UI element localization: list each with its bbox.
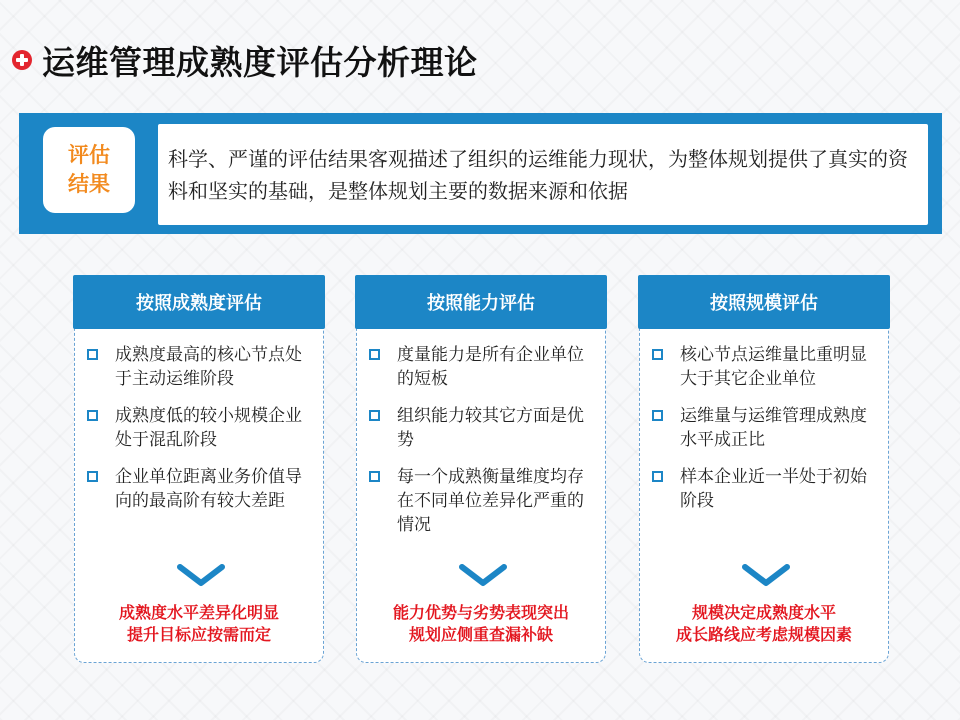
summary-label-box xyxy=(43,127,135,213)
card-header-text: 按照能力评估 xyxy=(427,293,535,314)
conclusion-line: 成长路线应考虑规模因素 xyxy=(675,625,852,644)
conclusion-line: 成熟度水平差异化明显 xyxy=(118,603,279,622)
chevron-down-icon xyxy=(459,564,507,588)
card-conclusion xyxy=(357,602,605,646)
summary-description-box xyxy=(158,124,928,225)
square-bullet-icon xyxy=(369,349,380,360)
square-bullet-icon xyxy=(652,410,663,421)
square-bullet-icon xyxy=(652,471,663,482)
bullet-text: 每一个成熟衡量维度均存在不同单位差异化严重的情况 xyxy=(397,467,584,535)
card-maturity xyxy=(74,276,324,663)
bullet-text: 运维量与运维管理成熟度水平成正比 xyxy=(680,406,867,450)
bullet-text: 样本企业近一半处于初始阶段 xyxy=(680,467,867,511)
conclusion-line: 规划应侧重查漏补缺 xyxy=(408,625,553,644)
summary-label-line: 评估 xyxy=(68,143,110,167)
bullet-item xyxy=(87,343,311,391)
chevron-down-icon xyxy=(177,564,225,588)
bullet-item xyxy=(652,343,876,391)
square-bullet-icon xyxy=(87,410,98,421)
card-header xyxy=(638,275,890,329)
conclusion-line: 规模决定成熟度水平 xyxy=(691,603,836,622)
card-header-text: 按照成熟度评估 xyxy=(136,293,262,314)
bullet-item xyxy=(369,343,593,391)
square-bullet-icon xyxy=(369,471,380,482)
card-scale xyxy=(639,276,889,663)
bullet-list xyxy=(369,343,593,550)
plus-circle-icon xyxy=(12,50,32,70)
summary-description: 科学、严谨的评估结果客观描述了组织的运维能力现状，为整体规划提供了真实的资料和坚实的基础，是整体规划主要的数据来源和依据 xyxy=(168,147,908,203)
bullet-item xyxy=(369,465,593,537)
bullet-text: 组织能力较其它方面是优势 xyxy=(397,406,584,450)
page-title: 运维管理成熟度评估分析理论 xyxy=(42,42,478,82)
bullet-item xyxy=(369,404,593,452)
chevron-down-icon xyxy=(742,564,790,588)
title-bar xyxy=(12,38,478,82)
bullet-text: 成熟度最高的核心节点处于主动运维阶段 xyxy=(115,345,302,389)
bullet-text: 度量能力是所有企业单位的短板 xyxy=(397,345,584,389)
square-bullet-icon xyxy=(87,349,98,360)
bullet-item xyxy=(87,404,311,452)
square-bullet-icon xyxy=(87,471,98,482)
bullet-text: 企业单位距离业务价值导向的最高阶有较大差距 xyxy=(115,467,302,511)
summary-label-line: 结果 xyxy=(68,172,110,196)
conclusion-line: 提升目标应按需而定 xyxy=(126,625,271,644)
card-header xyxy=(73,275,325,329)
bullet-item xyxy=(87,465,311,513)
bullet-item xyxy=(652,465,876,513)
bullet-text: 成熟度低的较小规模企业处于混乱阶段 xyxy=(115,406,302,450)
square-bullet-icon xyxy=(652,349,663,360)
bullet-text: 核心节点运维量比重明显大于其它企业单位 xyxy=(680,345,867,389)
bullet-list xyxy=(87,343,311,526)
conclusion-line: 能力优势与劣势表现突出 xyxy=(392,603,569,622)
card-conclusion xyxy=(640,602,888,646)
bullet-list xyxy=(652,343,876,526)
bullet-item xyxy=(652,404,876,452)
card-conclusion xyxy=(75,602,323,646)
card-header-text: 按照规模评估 xyxy=(710,293,818,314)
card-capability xyxy=(356,276,606,663)
card-header xyxy=(355,275,607,329)
summary-band xyxy=(19,113,942,234)
square-bullet-icon xyxy=(369,410,380,421)
